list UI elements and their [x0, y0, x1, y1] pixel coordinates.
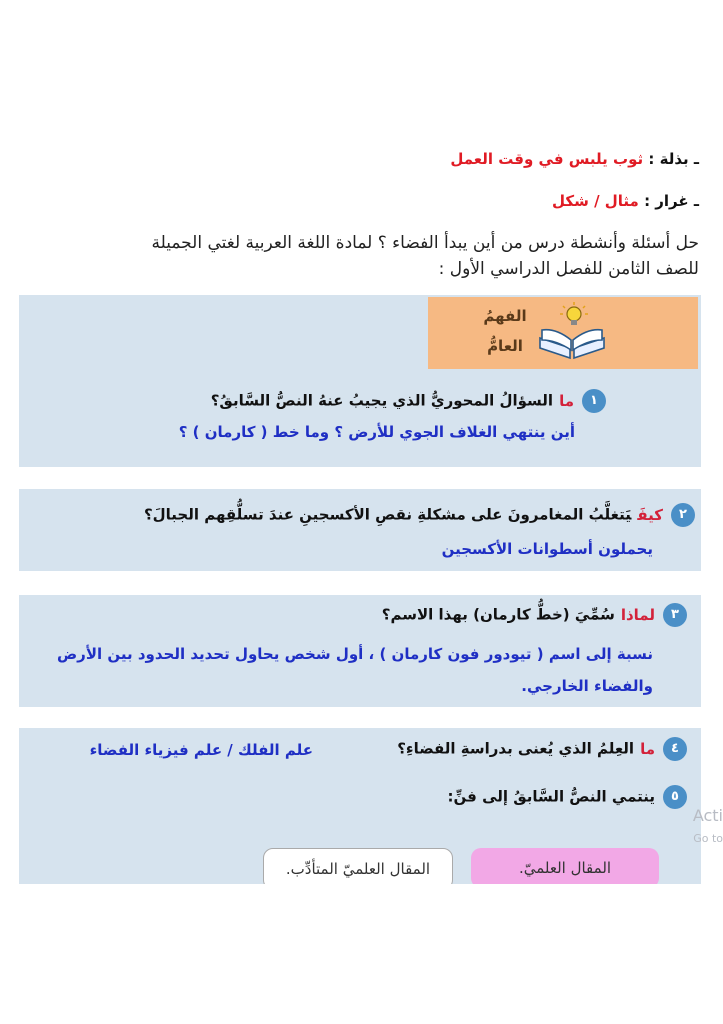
question-keyword: لماذا: [620, 605, 655, 624]
question-keyword: ما: [559, 391, 574, 410]
question-number: ١: [582, 389, 606, 413]
intro-line-1: حل أسئلة وأنشطة درس من أين يبدأ الفضاء ؟ لمادة اللغة العربية لغتي الجميلة: [151, 233, 699, 253]
open-book-lightbulb-icon: [536, 300, 608, 362]
question-5: [448, 785, 687, 809]
answer-4: علم الفلك / علم فيزياء الفضاء: [89, 741, 313, 759]
section-title-line-2: العامُّ: [487, 337, 523, 355]
activation-watermark-subtext: Go to: [693, 832, 723, 845]
question-text: العِلمُ الذي يُعنى بدراسةِ الفضاءِ؟: [397, 739, 635, 758]
question-1: [211, 389, 606, 413]
vocab-term: ـ غرار :: [644, 192, 699, 210]
option-scientific-article[interactable]: المقال العلميّ.: [471, 848, 659, 888]
intro-line-2: للصف الثامن للفصل الدراسي الأول :: [438, 259, 699, 279]
question-number: ٥: [663, 785, 687, 809]
question-text: السؤالُ المحوريُّ الذي يجيبُ عنهُ النصُّ السَّابقُ؟: [210, 391, 554, 410]
question-keyword: ما: [640, 739, 655, 758]
answer-3: نسبة إلى اسم ( تيودور فون كارمان ) ، أول شخص يحاول تحديد الحدود بين الأرض والفضاء الخارجي.: [57, 645, 653, 695]
question-panel-2: [19, 489, 701, 571]
page-bottom-whitespace: [0, 884, 723, 1024]
vocab-line-1: [450, 150, 699, 168]
intro-paragraph: [24, 230, 699, 282]
answer-1: أين ينتهي الغلاف الجوي للأرض ؟ وما خط ( كارمان ) ؟: [178, 423, 575, 441]
question-number: ٤: [663, 737, 687, 761]
vocab-meaning: ثوب يلبس في وقت العمل: [450, 150, 644, 168]
activation-watermark: Acti: [692, 806, 723, 825]
question-keyword: كيفَ: [637, 505, 663, 524]
question-number: ٢: [671, 503, 695, 527]
answer-2: يحملون أسطوانات الأكسجين: [441, 540, 653, 558]
section-title: [475, 301, 535, 361]
vocab-meaning: مثال / شكل: [551, 192, 639, 210]
section-header: [428, 297, 698, 369]
vocab-line-2: [552, 192, 699, 210]
question-number: ٣: [663, 603, 687, 627]
question-text: ينتمي النصُّ السَّابقُ إلى فنِّ:: [447, 787, 655, 806]
vocab-term: ـ بذلة :: [648, 150, 699, 168]
option-literary-scientific-article[interactable]: المقال العلميّ المتأدِّب.: [263, 848, 453, 890]
question-3: [382, 603, 687, 627]
question-2: [144, 503, 695, 527]
question-text: يَتغلَّبُ المغامرونَ على مشكلةِ نقصِ الأكسجينِ عندَ تسلُّقِهم الجبالَ؟: [143, 505, 632, 524]
section-title-line-1: الفهمُ: [483, 307, 527, 325]
question-4: [397, 737, 687, 761]
question-text: سُمِّيَ (خطُّ كارمان) بهذا الاسم؟: [381, 605, 615, 624]
